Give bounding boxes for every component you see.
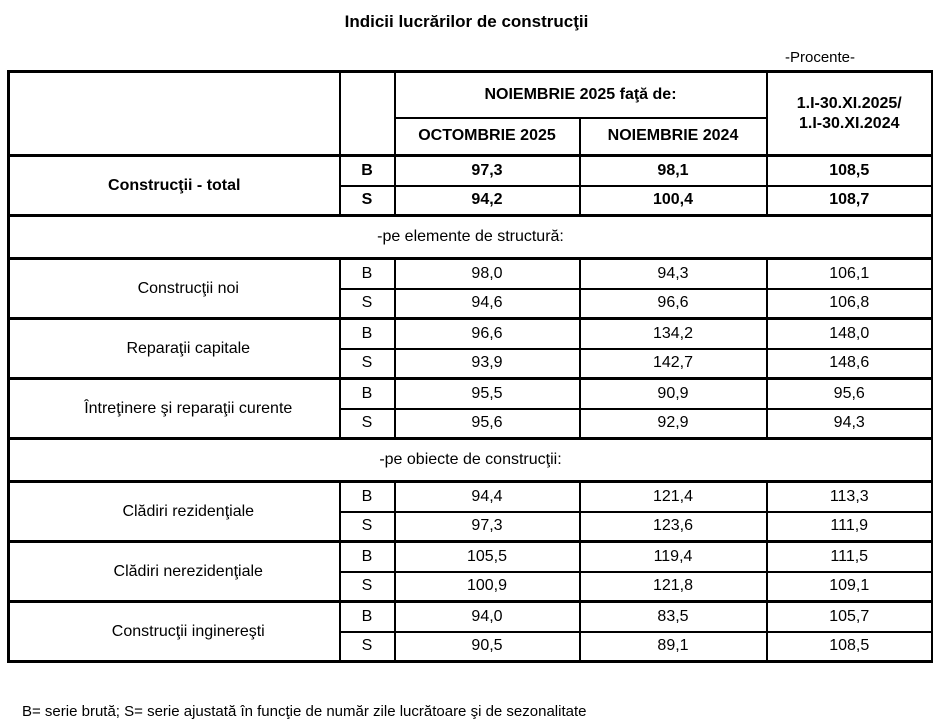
value-s-col1: 97,3	[395, 512, 580, 542]
value-s-col1: 100,9	[395, 572, 580, 602]
value-s-col3: 94,3	[767, 409, 933, 439]
section-row	[9, 216, 933, 259]
period-ratio-header	[767, 72, 933, 156]
value-s-col2: 121,8	[580, 572, 767, 602]
table-row-b	[9, 379, 933, 409]
category-label: Clădiri nerezidenţiale	[9, 542, 340, 602]
category-label: Întreţinere şi reparaţii curente	[9, 379, 340, 439]
table-row-b	[9, 259, 933, 289]
series-label-s: S	[340, 512, 395, 542]
series-label-s: S	[340, 409, 395, 439]
series-label-b: B	[340, 542, 395, 572]
table-row-b	[9, 602, 933, 632]
value-b-col1: 94,4	[395, 482, 580, 512]
value-b-col1: 97,3	[395, 156, 580, 186]
value-s-col3: 106,8	[767, 289, 933, 319]
value-b-col2: 98,1	[580, 156, 767, 186]
value-s-col3: 111,9	[767, 512, 933, 542]
series-label-s: S	[340, 632, 395, 662]
value-b-col2: 121,4	[580, 482, 767, 512]
table-row-b	[9, 156, 933, 186]
series-label-b: B	[340, 156, 395, 186]
value-b-col3: 95,6	[767, 379, 933, 409]
category-label: Construcţii - total	[9, 156, 340, 216]
value-b-col2: 134,2	[580, 319, 767, 349]
series-label-s: S	[340, 289, 395, 319]
value-s-col1: 94,6	[395, 289, 580, 319]
series-label-s: S	[340, 349, 395, 379]
series-label-s: S	[340, 186, 395, 216]
value-b-col1: 94,0	[395, 602, 580, 632]
value-s-col1: 90,5	[395, 632, 580, 662]
value-b-col2: 119,4	[580, 542, 767, 572]
value-b-col3: 108,5	[767, 156, 933, 186]
comparison-header: NOIEMBRIE 2025 faţă de:	[395, 72, 767, 118]
series-label-b: B	[340, 602, 395, 632]
value-b-col3: 105,7	[767, 602, 933, 632]
series-label-b: B	[340, 482, 395, 512]
header-row-1	[9, 72, 933, 118]
footnote: B= serie brută; S= serie ajustată în funcţie de număr zile lucrătoare şi de sezonalitate	[22, 703, 587, 720]
value-s-col3: 108,7	[767, 186, 933, 216]
value-b-col3: 111,5	[767, 542, 933, 572]
value-s-col1: 93,9	[395, 349, 580, 379]
value-s-col1: 94,2	[395, 186, 580, 216]
value-b-col2: 94,3	[580, 259, 767, 289]
value-s-col2: 142,7	[580, 349, 767, 379]
value-s-col1: 95,6	[395, 409, 580, 439]
value-s-col3: 109,1	[767, 572, 933, 602]
value-s-col2: 89,1	[580, 632, 767, 662]
category-label: Clădiri rezidenţiale	[9, 482, 340, 542]
value-b-col2: 90,9	[580, 379, 767, 409]
series-column-header	[340, 72, 395, 156]
table-row-b	[9, 482, 933, 512]
category-label: Construcţii noi	[9, 259, 340, 319]
value-b-col3: 148,0	[767, 319, 933, 349]
value-b-col1: 95,5	[395, 379, 580, 409]
category-label: Reparaţii capitale	[9, 319, 340, 379]
section-header: -pe elemente de structură:	[9, 216, 933, 259]
value-s-col2: 92,9	[580, 409, 767, 439]
table-body	[9, 72, 933, 662]
col-header-octombrie: OCTOMBRIE 2025	[395, 118, 580, 156]
value-b-col1: 98,0	[395, 259, 580, 289]
empty-corner-cell	[9, 72, 340, 156]
section-row	[9, 439, 933, 482]
series-label-s: S	[340, 572, 395, 602]
col-header-noiembrie: NOIEMBRIE 2024	[580, 118, 767, 156]
value-s-col2: 100,4	[580, 186, 767, 216]
indices-table	[7, 70, 933, 663]
series-label-b: B	[340, 379, 395, 409]
value-s-col2: 96,6	[580, 289, 767, 319]
period-ratio-line2: 1.I-30.XI.2024	[798, 114, 900, 132]
value-s-col3: 108,5	[767, 632, 933, 662]
table-row-b	[9, 542, 933, 572]
period-ratio-line1: 1.I-30.XI.2025/	[796, 94, 902, 112]
series-label-b: B	[340, 259, 395, 289]
value-b-col1: 96,6	[395, 319, 580, 349]
series-label-b: B	[340, 319, 395, 349]
value-b-col3: 106,1	[767, 259, 933, 289]
value-b-col2: 83,5	[580, 602, 767, 632]
page-title: Indicii lucrărilor de construcţii	[344, 12, 589, 31]
unit-note: -Procente-	[784, 49, 856, 66]
value-b-col3: 113,3	[767, 482, 933, 512]
value-b-col1: 105,5	[395, 542, 580, 572]
value-s-col3: 148,6	[767, 349, 933, 379]
table-row-b	[9, 319, 933, 349]
value-s-col2: 123,6	[580, 512, 767, 542]
category-label: Construcţii inginereşti	[9, 602, 340, 662]
section-header: -pe obiecte de construcţii:	[9, 439, 933, 482]
